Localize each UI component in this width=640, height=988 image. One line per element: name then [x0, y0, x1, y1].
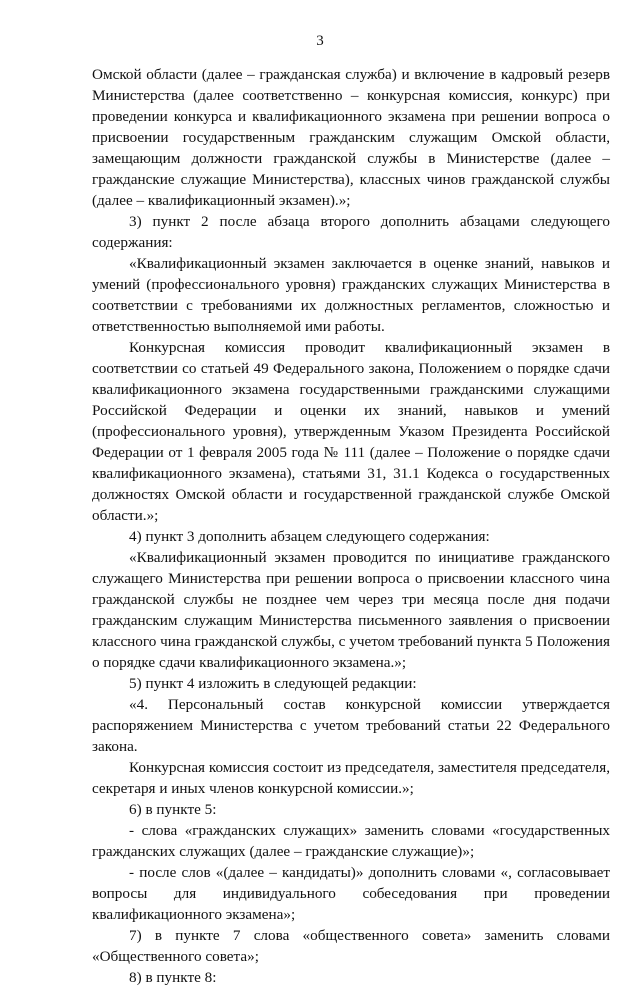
paragraph-6: «Квалификационный экзамен проводится по инициативе гражданского служащего Министерства при решении вопроса о присвоении классного чина гражданской службы не позднее чем через три месяца после дня подачи гражданским служащим Министерства письменного заявления о присвоении классного чина гражданской службы, с учетом требований пункта 5 Положения о порядке сдачи квалификационного экзамена.»;	[92, 549, 610, 671]
paragraph-10: 6) в пункте 5:	[129, 801, 217, 818]
paragraph-1: Омской области (далее – гражданская служба) и включение в кадровый резерв Министерства (далее соответственно – конкурсная комиссия, конкурс) при проведении конкурса и квалификационного экзамена при решении вопроса о присвоении государственным гражданским служащим Омской области, замещающим должности гражданской службы в Министерстве (далее – гражданские служащие Министерства), классных чинов гражданской службы (далее – квалификационный экзамен).»;	[92, 66, 610, 209]
paragraph-13: 7) в пункте 7 слова «общественного совета» заменить словами «Общественного совета»;	[92, 927, 610, 965]
page-number: 3	[316, 33, 324, 49]
paragraph-9: Конкурсная комиссия состоит из председателя, заместителя председателя, секретаря и иных членов конкурсной комиссии.»;	[92, 759, 610, 797]
paragraph-8: «4. Персональный состав конкурсной комиссии утверждается распоряжением Министерства с учетом требований статьи 22 Федерального закона.	[92, 696, 610, 755]
paragraph-7: 5) пункт 4 изложить в следующей редакции:	[129, 675, 417, 692]
paragraph-12: - после слов «(далее – кандидаты)» дополнить словами «, согласовывает вопросы для индивидуального собеседования при проведении квалификационного экзамена»;	[92, 864, 610, 923]
paragraph-3: «Квалификационный экзамен заключается в оценке знаний, навыков и умений (профессионального уровня) гражданских служащих Министерства в соответствии с требованиями их должностных регламентов, сложностью и ответственностью выполняемой ими работы.	[92, 255, 610, 335]
paragraph-2: 3) пункт 2 после абзаца второго дополнить абзацами следующего содержания:	[92, 213, 610, 251]
paragraph-5: 4) пункт 3 дополнить абзацем следующего содержания:	[129, 528, 490, 545]
document-body	[92, 64, 610, 988]
paragraph-4: Конкурсная комиссия проводит квалификационный экзамен в соответствии со статьей 49 Федерального закона, Положением о порядке сдачи квалификационного экзамена государственными гражданскими служащими Российской Федерации и оценки их знаний, навыков и умений (профессионального уровня), утвержденным Указом Президента Российской Федерации от 1 февраля 2005 года № 111 (далее – Положение о порядке сдачи квалификационного экзамена), статьями 31, 31.1 Кодекса о государственных должностях Омской области и государственной гражданской службе Омской области.»;	[92, 339, 610, 524]
paragraph-11: - слова «гражданских служащих» заменить словами «государственных гражданских служащих (далее – гражданские служащие)»;	[92, 822, 610, 860]
paragraph-14: 8) в пункте 8:	[129, 969, 217, 986]
